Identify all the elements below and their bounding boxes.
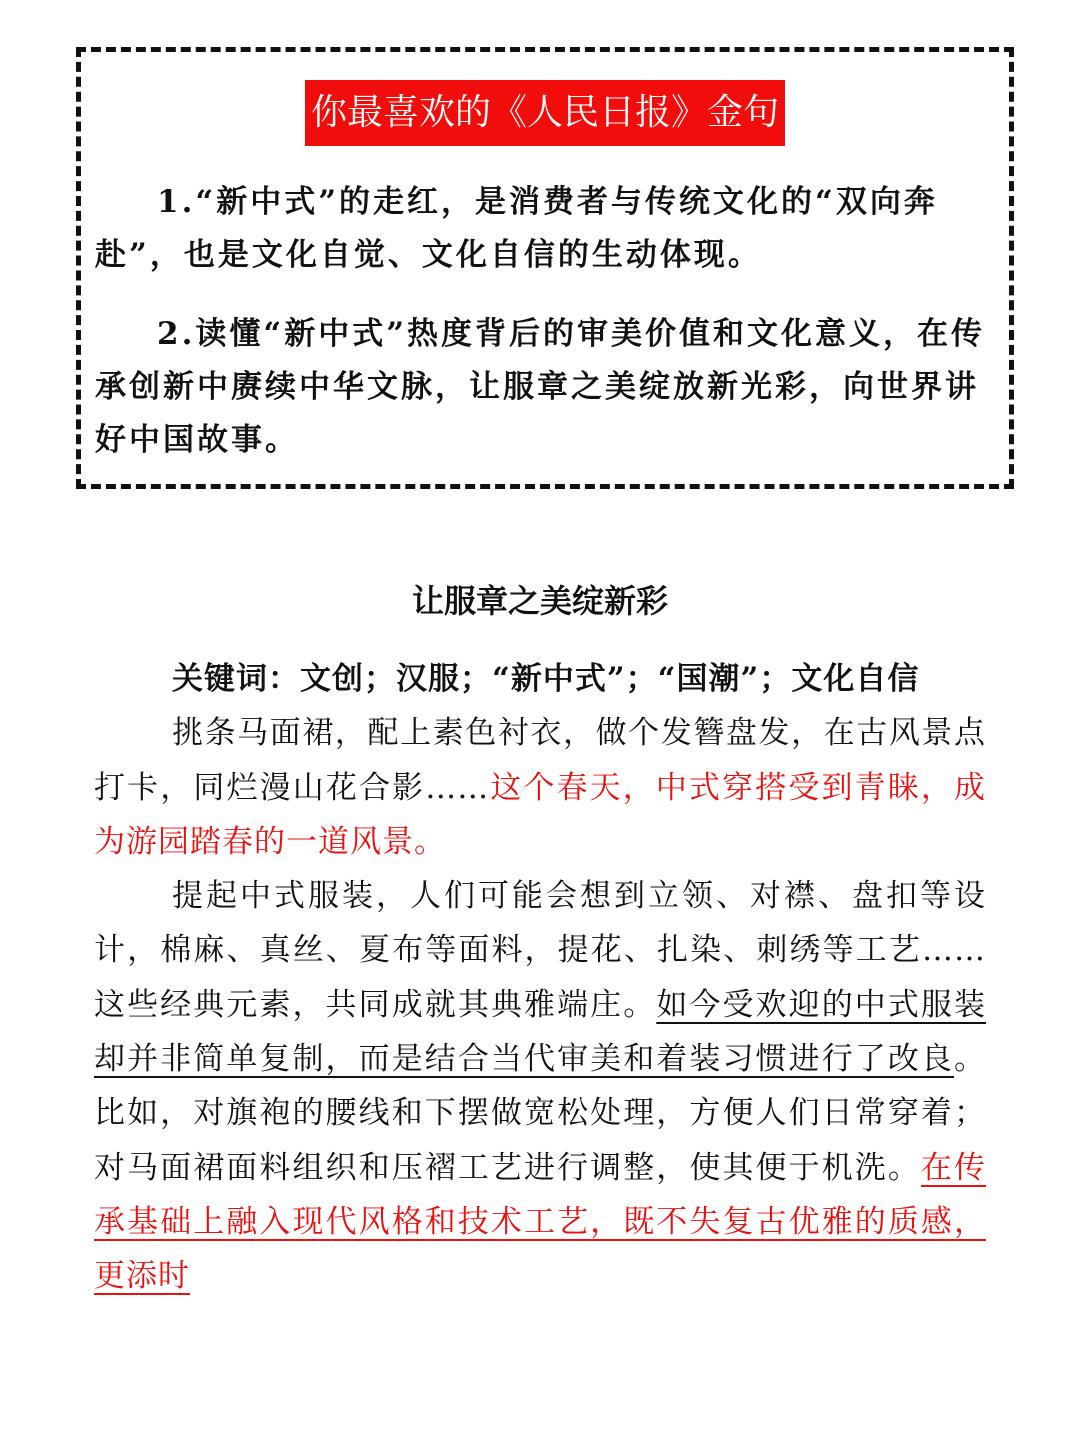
- article-title: 让服章之美绽新彩: [411, 582, 668, 620]
- article-body: [94, 652, 986, 1304]
- paragraph-1: [94, 706, 986, 869]
- paragraph-2-text-start: 提起中式服装，人们可能会想到立领、对襟、盘扣等设计，棉麻、真丝、夏布等面料，提花、扎染、刺绣等工艺……这些经典元素，共同成就其典雅端庄。: [94, 878, 986, 1023]
- golden-quotes-box: [76, 47, 1014, 489]
- paragraph-2-red-underlined-text: 在传承基础上融入现代风格和技术工艺，既不失复古优雅的质感，更添时: [94, 1149, 986, 1295]
- quote-box-title: 你最喜欢的《人民日报》金句: [305, 80, 785, 146]
- paragraph-2: [94, 869, 986, 1303]
- quote-item-2: 2.读懂“新中式”热度背后的审美价值和文化意义，在传承创新中赓续中华文脉，让服章之美绽放新光彩，向世界讲好中国故事。: [95, 316, 986, 458]
- paragraph-1-text: 挑条马面裙，配上素色衬衣，做个发簪盘发，在古风景点打卡，同烂漫山花合影……: [94, 715, 986, 806]
- paragraph-2-text-middle: 。比如，对旗袍的腰线和下摆做宽松处理，方便人们日常穿着；对马面裙面料组织和压褶工艺进行调整，使其便于机洗。: [94, 1041, 986, 1186]
- paragraph-1-red-highlight: 这个春天，中式穿搭受到青睐，成为游园踏春的一道风景。: [94, 769, 987, 860]
- quote-item-1: 1.“新中式”的走红，是消费者与传统文化的“双向奔赴”，也是文化自觉、文化自信的生动体现。: [95, 184, 938, 273]
- paragraph-2-underlined-text: 如今受欢迎的中式服装却并非简单复制，而是结合当代审美和着装习惯进行了改良: [94, 986, 987, 1078]
- keywords-line: 关键词：文创；汉服；“新中式”；“国潮”；文化自信: [172, 661, 920, 697]
